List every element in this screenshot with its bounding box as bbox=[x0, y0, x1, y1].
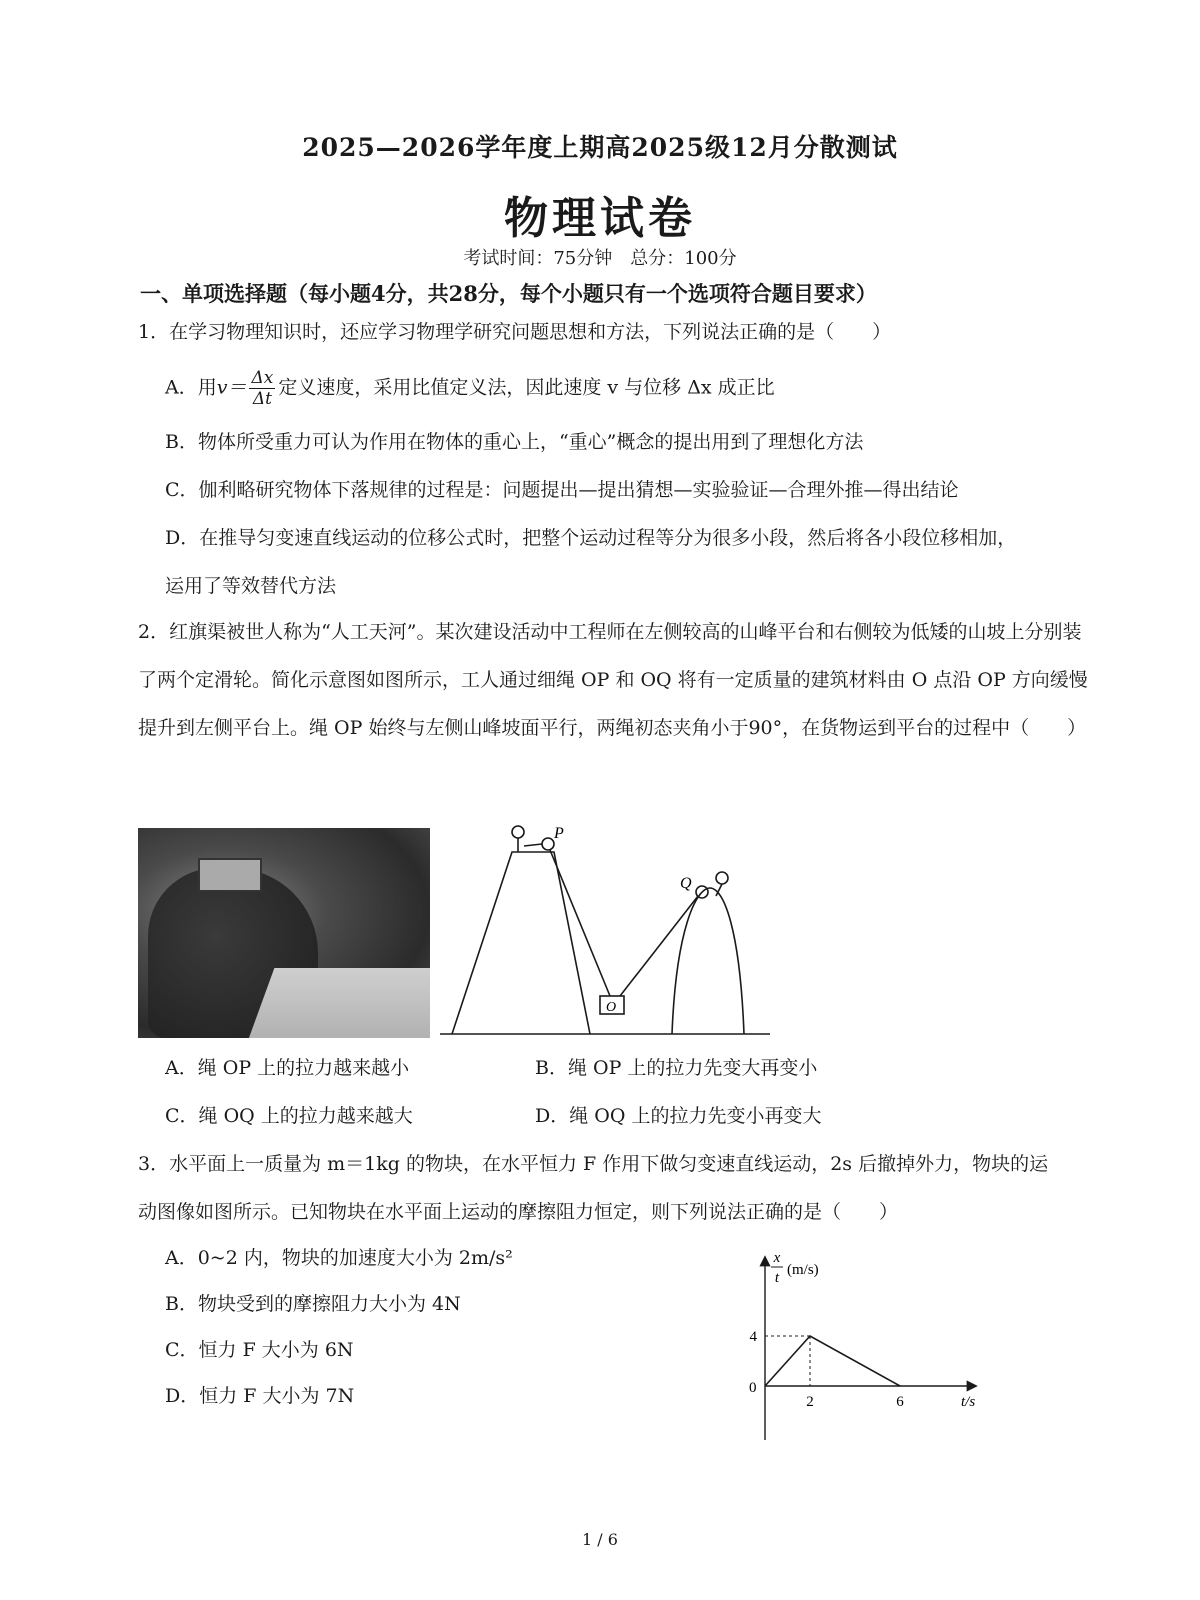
q1-a-fraction-den: Δt bbox=[252, 389, 272, 409]
q2-option-c: C．绳 OQ 上的拉力越来越大 bbox=[165, 1105, 413, 1127]
ylabel-num: x bbox=[773, 1250, 781, 1266]
photo-building bbox=[198, 858, 262, 892]
q3-stem-line2: 动图像如图所示。已知物块在水平面上运动的摩擦阻力恒定，则下列说法正确的是（ ） bbox=[138, 1201, 899, 1223]
x-tick-label-0: 2 bbox=[806, 1394, 814, 1410]
page-title: 物理试卷 bbox=[504, 193, 696, 244]
section-heading: 一、单项选择题（每小题4分，共28分，每个小题只有一个选项符合题目要求） bbox=[140, 281, 877, 306]
left-worker-arm bbox=[524, 844, 542, 846]
label-p: P bbox=[554, 825, 564, 842]
page-number: 1 / 6 bbox=[582, 1530, 618, 1549]
q2-option-d: D．绳 OQ 上的拉力先变小再变大 bbox=[535, 1105, 822, 1127]
q1-a-suffix: 定义速度，采用比值定义法，因此速度 v 与位移 Δx 成正比 bbox=[278, 376, 775, 399]
ylabel-den: t bbox=[774, 1270, 780, 1286]
exam-header: 2025—2026学年度上期高2025级12月分散测试 bbox=[302, 133, 898, 162]
right-worker-head bbox=[716, 872, 728, 884]
series-line bbox=[765, 1336, 900, 1386]
q3-option-a: A．0~2 内，物块的加速度大小为 2m/s² bbox=[165, 1247, 513, 1269]
origin-label: 0 bbox=[749, 1380, 757, 1396]
q1-option-d-line1: D．在推导匀变速直线运动的位移公式时，把整个运动过程等分为很多小段，然后将各小段位移相加， bbox=[165, 527, 1017, 549]
p-pulley-icon bbox=[542, 838, 554, 850]
x-tick-label-1: 6 bbox=[896, 1394, 904, 1410]
q2-option-b: B．绳 OP 上的拉力先变大再变小 bbox=[535, 1057, 818, 1079]
canal-photo bbox=[138, 828, 430, 1038]
left-worker-head bbox=[512, 826, 524, 838]
q1-a-fraction-num: Δx bbox=[251, 368, 274, 388]
q1-option-d-line2: 运用了等效替代方法 bbox=[165, 575, 337, 597]
exam-info: 考试时间：75分钟 总分：100分 bbox=[463, 248, 737, 269]
q1-a-fraction bbox=[249, 368, 275, 409]
q3-stem-line1: 3．水平面上一质量为 m＝1kg 的物块，在水平恒力 F 作用下做匀变速直线运动，2s 后撤掉外力，物块的运 bbox=[138, 1153, 1049, 1175]
y-tick-label-0: 4 bbox=[749, 1329, 757, 1345]
q3-option-b: B．物块受到的摩擦阻力大小为 4N bbox=[165, 1293, 461, 1315]
left-mountain bbox=[452, 852, 590, 1034]
q2-option-a: A．绳 OP 上的拉力越来越小 bbox=[165, 1057, 410, 1079]
ylabel-unit: (m/s) bbox=[787, 1262, 819, 1278]
label-q: Q bbox=[680, 875, 692, 892]
q1-option-b: B．物体所受重力可认为作用在物体的重心上，“重心”概念的提出用到了理想化方法 bbox=[165, 431, 864, 453]
rope-oq bbox=[620, 896, 698, 996]
q3-option-d: D．恒力 F 大小为 7N bbox=[165, 1385, 355, 1407]
rope-op bbox=[550, 850, 610, 996]
q3-option-c: C．恒力 F 大小为 6N bbox=[165, 1339, 354, 1361]
photo-water bbox=[242, 968, 430, 1038]
q1-a-formula-lhs: v＝ bbox=[216, 376, 247, 399]
xlabel: t/s bbox=[961, 1394, 976, 1410]
q1-option-a bbox=[165, 368, 775, 409]
label-o: O bbox=[606, 1000, 617, 1015]
pulley-diagram bbox=[440, 810, 780, 1050]
q1-option-c: C．伽利略研究物体下落规律的过程是：问题提出—提出猜想—实验验证—合理外推—得出结论 bbox=[165, 479, 959, 501]
right-hill bbox=[672, 888, 744, 1034]
q1-stem: 1．在学习物理知识时，还应学习物理学研究问题思想和方法，下列说法正确的是（ ） bbox=[138, 321, 892, 343]
xt-t-chart bbox=[735, 1240, 1005, 1450]
q1-a-prefix: A．用 bbox=[165, 376, 217, 399]
q2-stem: 2．红旗渠被世人称为“人工天河”。某次建设活动中工程师在左侧较高的山峰平台和右侧较为低矮的山坡上分别装了两个定滑轮。简化示意图如图所示，工人通过细绳 OP 和 OQ 将有一定质量的建筑材料由 O 点沿 OP 方向缓慢提升到左侧平台上。绳 OP 始终与左侧山峰坡面平行，两绳初态夹角小于90°，在货物运到平台的过程中（ ） bbox=[138, 621, 1088, 739]
